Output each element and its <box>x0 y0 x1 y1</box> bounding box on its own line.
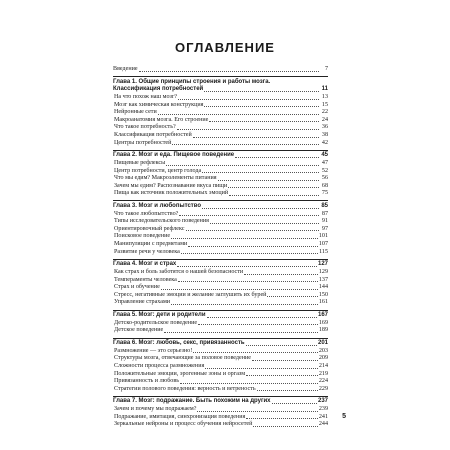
toc-entry-page: 101 <box>318 233 328 240</box>
toc-entry-title: Ориентировочный рефлекс <box>114 225 185 232</box>
toc-entry-page: 241 <box>318 413 328 420</box>
toc-entry-row <box>113 190 328 198</box>
toc-entry-row <box>113 284 328 292</box>
dot-leader <box>158 114 319 115</box>
toc-chapter-title: Глава 2. Мозг и еда. Пищевое поведение <box>113 152 235 159</box>
toc-entry-title: Структуры мозга, отвечающие за половое поведение <box>114 355 251 362</box>
dot-leader <box>177 129 319 130</box>
toc-entry-title: Макроанатомия мозга. Его строение <box>114 116 209 123</box>
toc-entry-page: 15 <box>321 101 328 108</box>
dot-leader <box>171 304 318 305</box>
dot-leader <box>139 71 319 72</box>
dot-leader <box>252 360 318 361</box>
toc-title: ОГЛАВЛЕНИЕ <box>175 40 275 55</box>
toc-entry-title: Центр потребности, центр голода <box>114 167 202 174</box>
toc-entry-title: Что такое любопытство? <box>114 210 179 217</box>
page-number: 5 <box>342 413 346 420</box>
toc-entry-title: Управление страхами <box>114 299 171 306</box>
toc-entry-page: 137 <box>318 276 328 283</box>
toc-entry-title: Мозг как химическая конструкция <box>114 101 204 108</box>
toc-entry-row <box>113 320 328 328</box>
dot-leader <box>186 230 319 231</box>
toc-entry-row <box>113 249 328 257</box>
toc-entry-title: Сложности процесса размножения <box>114 363 205 369</box>
dot-leader <box>253 426 317 427</box>
toc-entry-row <box>113 233 328 241</box>
toc-chapter-row <box>113 310 328 320</box>
dot-leader <box>209 121 319 122</box>
toc-entry-page: 107 <box>318 241 328 248</box>
toc-entry-row <box>113 218 328 226</box>
toc-chapter-row <box>113 396 328 406</box>
toc-entry-row <box>113 226 328 234</box>
toc-chapter-page: 85 <box>321 202 328 209</box>
dot-leader <box>172 144 319 145</box>
dot-leader <box>235 157 319 158</box>
toc-intro-page: 7 <box>324 66 328 72</box>
toc-entry-page: 214 <box>318 363 328 369</box>
toc-entry-title: Что мы едим? Макроэлементы питания <box>114 175 217 182</box>
toc-entry-title: Темпераменты человека <box>114 276 177 283</box>
toc-entry-row <box>113 327 328 335</box>
toc-entry-row <box>113 406 328 414</box>
toc-entry-title: Подражание, имитация, синхронизация поведения <box>114 413 246 420</box>
toc-entry-title: Зачем и почему мы подражаем? <box>114 406 197 413</box>
toc-chapter-row <box>113 259 328 269</box>
toc-entry-page: 144 <box>318 284 328 291</box>
toc-chapter-row <box>113 338 328 348</box>
toc-list <box>113 64 328 429</box>
dot-leader <box>267 296 317 297</box>
dot-leader <box>218 180 319 181</box>
toc-entry-page: 56 <box>321 175 328 182</box>
dot-leader <box>202 172 319 173</box>
toc-entry-title: Размножение — это серьезно! <box>114 347 193 354</box>
toc-entry-page: 239 <box>318 406 328 413</box>
toc-entry-title: Зеркальные нейроны и процесс обучения нейросетей <box>114 421 253 428</box>
dot-leader <box>210 223 319 224</box>
toc-entry-page: 189 <box>318 327 328 334</box>
dot-leader <box>204 106 319 107</box>
dot-leader <box>181 253 318 254</box>
dot-leader <box>161 289 318 290</box>
dot-leader <box>177 266 317 267</box>
toc-entry-page: 38 <box>321 131 328 138</box>
toc-intro-row <box>113 66 328 74</box>
toc-entry-row <box>113 386 328 394</box>
toc-entry-title: Развитие речи у человека <box>114 248 180 255</box>
toc-entry-row <box>113 94 328 102</box>
toc-entry-row <box>113 363 328 371</box>
toc-entry-page: 22 <box>321 109 328 116</box>
dot-leader <box>198 324 318 325</box>
toc-entry-title: Зачем мы едим? Распознавание вкуса пищи <box>114 182 228 189</box>
toc-chapter-title: Глава 7. Мозг: подражание. Быть похожим на других <box>113 398 271 405</box>
toc-entry-page: 219 <box>318 370 328 377</box>
toc-entry-page: 229 <box>318 385 328 392</box>
toc-entry-page: 97 <box>321 225 328 232</box>
toc-entry-row <box>113 269 328 277</box>
toc-entry-page: 52 <box>321 167 328 174</box>
dot-leader <box>178 99 319 100</box>
dot-leader <box>202 208 319 209</box>
toc-entry-page: 42 <box>321 139 328 146</box>
dot-leader <box>207 317 317 318</box>
dot-leader <box>204 91 319 92</box>
toc-entry-row <box>113 421 328 429</box>
toc-chapter-title-continued: Классификация потребностей <box>113 86 204 93</box>
toc-entry-title: Центры потребностей <box>114 139 172 146</box>
toc-entry-page: 68 <box>321 182 328 189</box>
toc-chapter-page: 45 <box>321 152 328 159</box>
dot-leader <box>178 281 318 282</box>
toc-entry-page: 75 <box>321 190 328 197</box>
toc-chapter-row <box>113 200 328 210</box>
dot-leader <box>244 274 318 275</box>
toc-entry-title: Привязанность и любовь <box>114 378 179 385</box>
toc-entry-row <box>113 160 328 168</box>
toc-entry-title: Стратегии полового поведения: верность и ветреность <box>114 385 256 392</box>
toc-entry-title: Положительные эмоции, эрогенные зоны и оргазм <box>114 370 246 377</box>
toc-entry-page: 47 <box>321 159 328 166</box>
toc-entry-row <box>113 348 328 356</box>
toc-chapter-page: 201 <box>317 340 328 347</box>
toc-entry-title: Поисковое поведение <box>114 233 171 240</box>
toc-entry-page: 129 <box>318 269 328 276</box>
toc-entry-title: Детско-родительское поведение <box>114 319 198 326</box>
toc-chapter-row <box>113 76 328 86</box>
toc-entry-page: 161 <box>318 299 328 306</box>
toc-entry-page: 13 <box>321 93 328 100</box>
dot-leader <box>205 368 318 369</box>
dot-leader <box>164 332 318 333</box>
toc-entry-title: Что такое потребность? <box>114 124 176 131</box>
toc-entry-title: Страх и обучение <box>114 284 160 291</box>
toc-entry-title: Типы исследовательского поведения <box>114 218 209 225</box>
toc-entry-page: 244 <box>318 421 328 428</box>
toc-entry-row <box>113 109 328 117</box>
toc-entry-row <box>113 299 328 307</box>
dot-leader <box>188 246 318 247</box>
dot-leader <box>246 418 318 419</box>
toc-chapter-row <box>113 150 328 160</box>
toc-entry-row <box>113 241 328 249</box>
dot-leader <box>229 195 319 196</box>
toc-chapter-row-continued <box>113 86 328 94</box>
toc-chapter-title: Глава 1. Общие принципы строения и работы мозга. <box>113 78 271 85</box>
toc-entry-row <box>113 378 328 386</box>
toc-entry-page: 115 <box>319 248 328 255</box>
toc-chapter-page: 167 <box>317 312 328 319</box>
toc-intro-title: Введение <box>113 66 138 72</box>
dot-leader <box>228 187 319 188</box>
toc-entry-title: Манипуляции с предметами <box>114 241 188 248</box>
toc-entry-row <box>113 168 328 176</box>
dot-leader <box>180 383 318 384</box>
toc-entry-page: 91 <box>321 218 328 225</box>
toc-chapter-title: Глава 6. Мозг: любовь, секс, привязанность <box>113 340 245 347</box>
toc-chapter-page: 11 <box>321 86 328 93</box>
toc-entry-title: Стресс, негативные эмоции и желание заглушить их бурей <box>114 291 267 298</box>
toc-entry-title: Детское поведение <box>114 327 164 334</box>
dot-leader <box>179 215 319 216</box>
toc-entry-title: Пища как источник положительных эмоций <box>114 190 229 197</box>
toc-entry-page: 224 <box>318 378 328 385</box>
dot-leader <box>272 403 317 404</box>
dot-leader <box>257 390 318 391</box>
toc-chapter-title: Глава 4. Мозг и страх <box>113 261 177 268</box>
dot-leader <box>246 345 317 346</box>
toc-entry-page: 150 <box>318 291 328 298</box>
toc-entry-row <box>113 355 328 363</box>
toc-entry-page: 209 <box>318 355 328 362</box>
dot-leader <box>246 375 318 376</box>
toc-chapter-page: 237 <box>317 398 328 405</box>
toc-entry-row <box>113 132 328 140</box>
toc-entry-title: Нейронные сети <box>114 109 157 116</box>
toc-entry-row <box>113 211 328 219</box>
toc-entry-page: 169 <box>318 319 328 326</box>
toc-entry-row <box>113 292 328 300</box>
toc-chapter-page: 127 <box>317 261 328 268</box>
toc-entry-row <box>113 175 328 183</box>
dot-leader <box>193 137 319 138</box>
toc-entry-page: 87 <box>321 210 328 217</box>
toc-entry-page: 203 <box>318 347 328 354</box>
toc-entry-title: Как страх и боль заботятся о нашей безопасности <box>114 269 244 276</box>
toc-chapter-title: Глава 3. Мозг и любопытство <box>113 202 202 209</box>
toc-entry-title: На что похож наш мозг? <box>114 93 178 100</box>
dot-leader <box>197 411 317 412</box>
toc-entry-row <box>113 124 328 132</box>
toc-entry-page: 36 <box>321 124 328 131</box>
toc-entry-row <box>113 140 328 148</box>
toc-entry-title: Пищевые рефлексы <box>114 159 166 166</box>
toc-entry-page: 24 <box>321 116 328 123</box>
dot-leader <box>166 165 319 166</box>
dot-leader <box>193 352 318 353</box>
dot-leader <box>171 238 318 239</box>
toc-chapter-title: Глава 5. Мозг: дети и родители <box>113 312 206 319</box>
toc-entry-title: Классификация потребностей <box>114 131 192 138</box>
